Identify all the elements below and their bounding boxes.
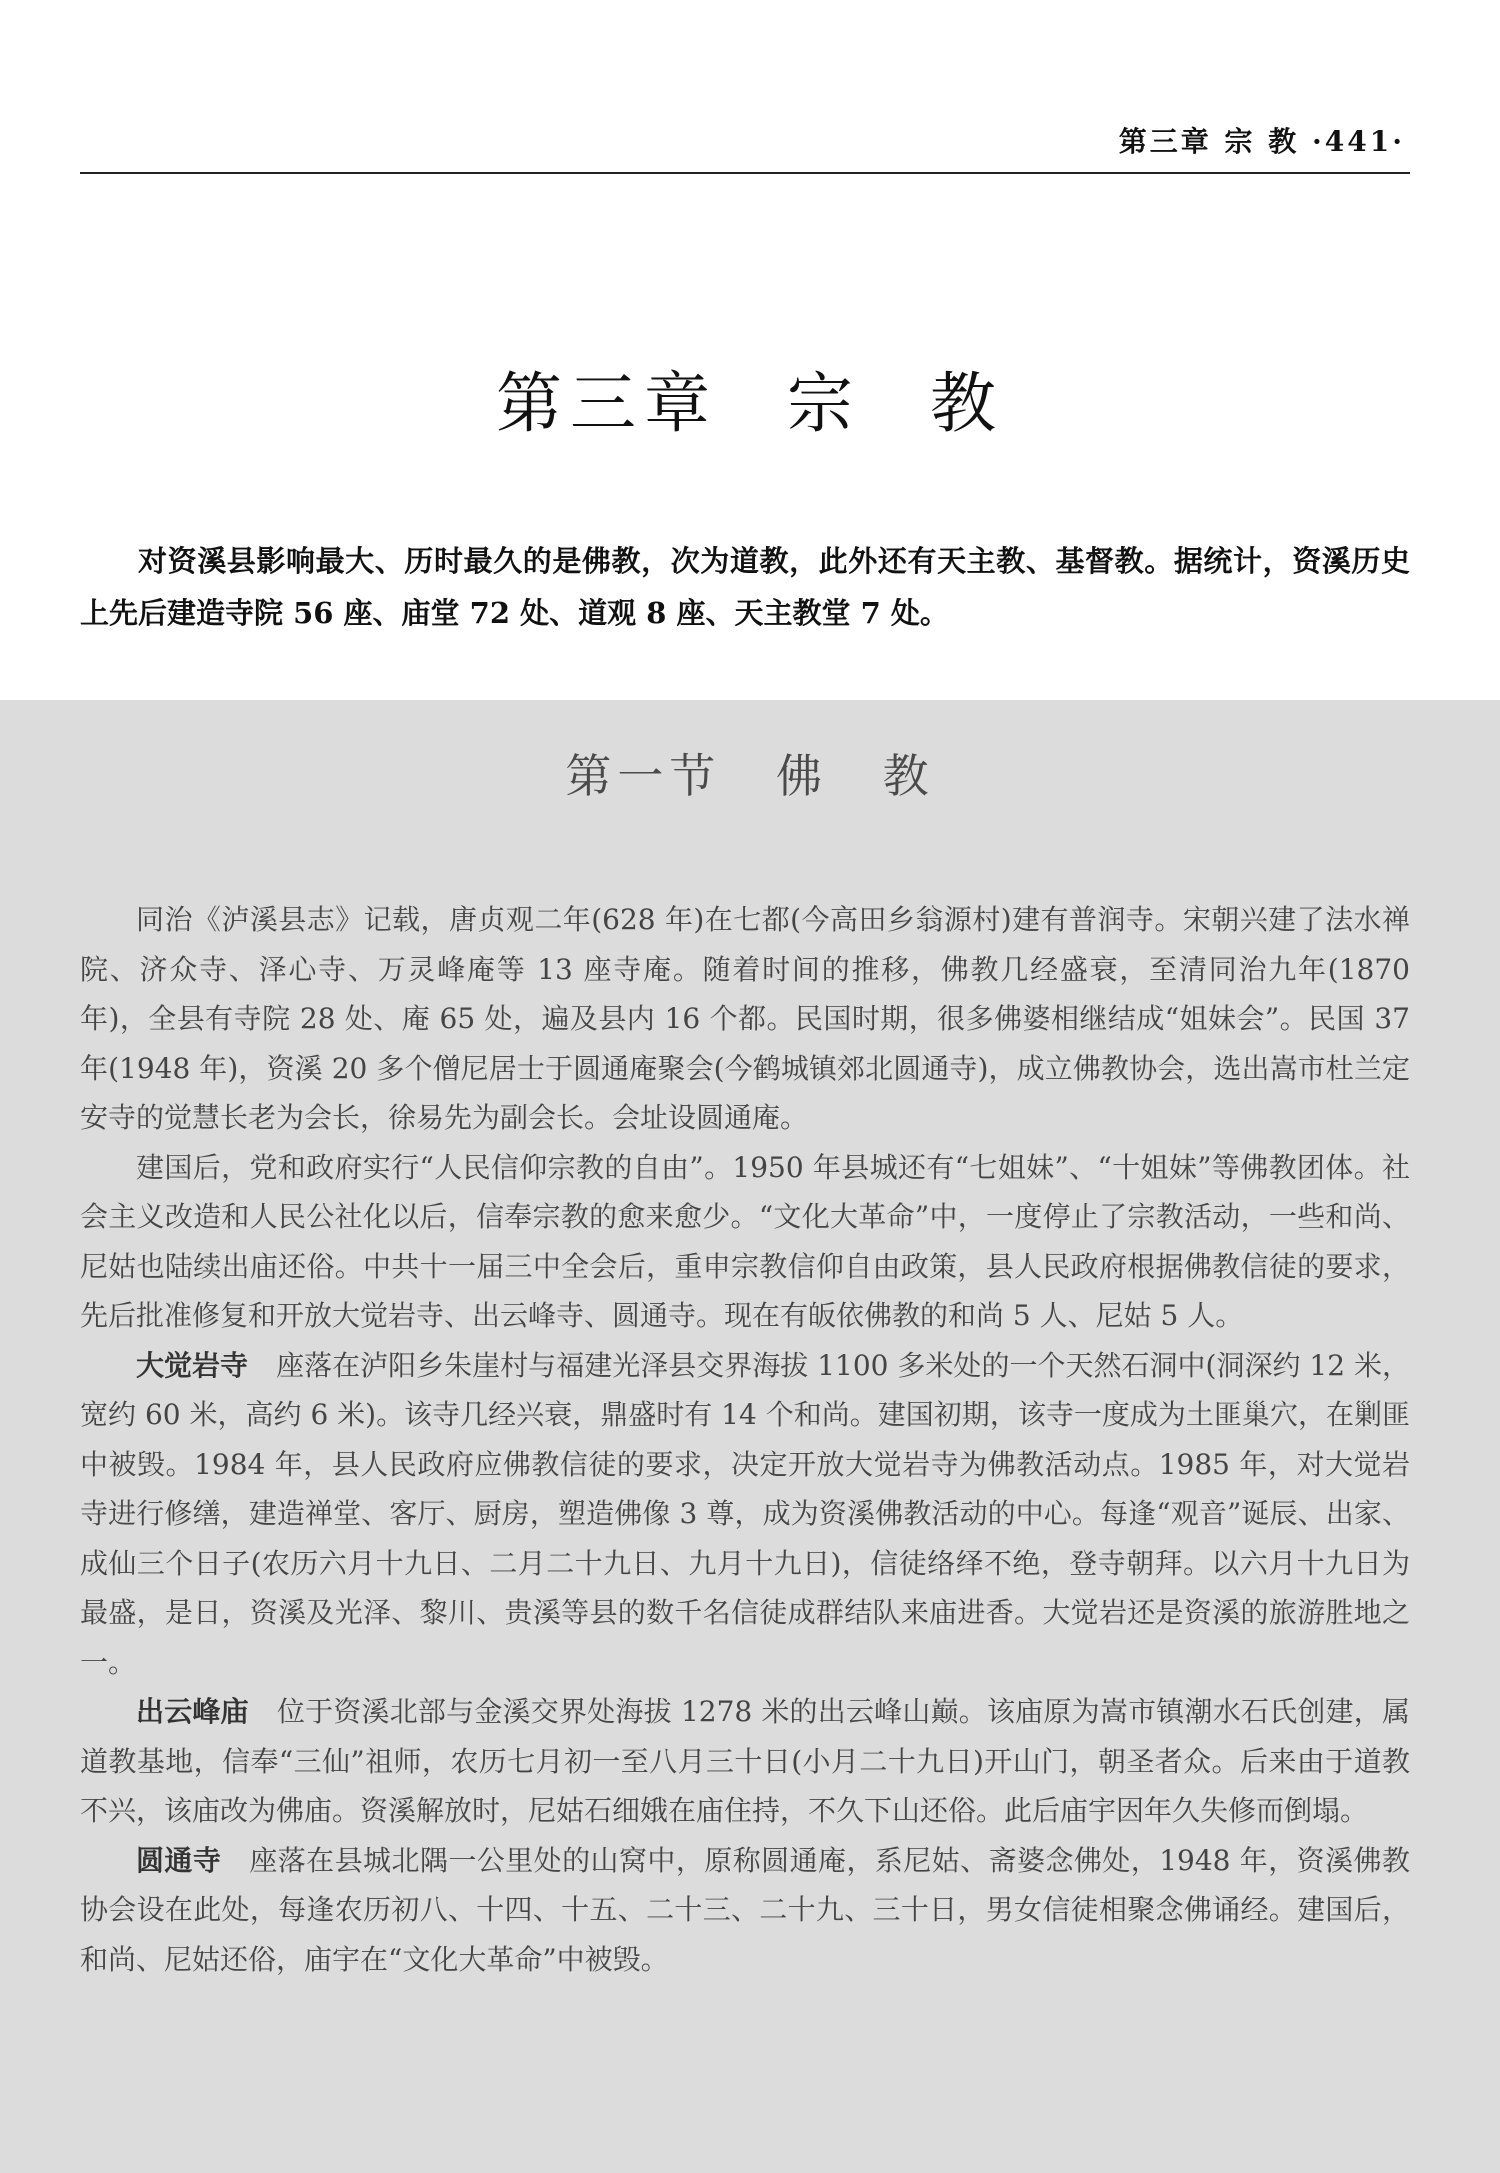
chapter-title: 第三章 宗 教: [496, 365, 1004, 442]
temple-description: 座落在县城北隅一公里处的山窝中，原称圆通庵，系尼姑、斋婆念佛处，1948 年，资溪佛教协会设在此处，每逢农历初八、十四、十五、二十三、二十九、三十日，男女信徒相聚念佛诵经。建国后，和尚、尼姑还俗，庙宇在“文化大革命”中被毁。: [80, 1843, 1410, 1976]
temple-name: 大觉岩寺: [136, 1348, 249, 1382]
temple-entry-dajueyan: [80, 1341, 1410, 1688]
running-header: 第三章 宗 教 ·441·: [1118, 125, 1405, 158]
section-body: [80, 895, 1410, 1984]
section-buddhism: [0, 700, 1500, 2173]
paragraph-post-liberation: 建国后，党和政府实行“人民信仰宗教的自由”。1950 年县城还有“七姐妹”、“十姐妹”等佛教团体。社会主义改造和人民公社化以后，信奉宗教的愈来愈少。“文化大革命”中，一度停止了宗教活动，一些和尚、尼姑也陆续出庙还俗。中共十一届三中全会后，重申宗教信仰自由政策，县人民政府根据佛教信徒的要求，先后批准修复和开放大觉岩寺、出云峰寺、圆通寺。现在有皈依佛教的和尚 5 人、尼姑 5 人。: [80, 1150, 1410, 1332]
temple-name: 圆通寺: [136, 1843, 222, 1877]
temple-entry-yuantong: [80, 1836, 1410, 1985]
temple-entry-chuyunfeng: [80, 1687, 1410, 1836]
section-title: 第一节 佛 教: [565, 749, 935, 803]
paragraph-history: 同治《泸溪县志》记载，唐贞观二年(628 年)在七都(今高田乡翁源村)建有普润寺。宋朝兴建了法水禅院、济众寺、泽心寺、万灵峰庵等 13 座寺庵。随着时间的推移，佛教几经盛衰，至清同治九年(1870 年)，全县有寺院 28 处、庵 65 处，遍及县内 16 个都。民国时期，很多佛婆相继结成“姐妹会”。民国 37 年(1948 年)，资溪 20 多个僧尼居士于圆通庵聚会(今鹤城镇郊北圆通寺)，成立佛教协会，选出嵩市杜兰定安寺的觉慧长老为会长，徐易先为副会长。会址设圆通庵。: [80, 903, 1410, 1134]
temple-name: 出云峰庙: [136, 1695, 249, 1728]
temple-description: 座落在泸阳乡朱崖村与福建光泽县交界海拔 1100 多米处的一个天然石洞中(洞深约 12 米，宽约 60 米，高约 6 米)。该寺几经兴衰，鼎盛时有 14 个和尚。建国初期，该寺一度成为土匪巢穴，在剿匪中被毁。1984 年，县人民政府应佛教信徒的要求，决定开放大觉岩寺为佛教活动点。1985 年，对大觉岩寺进行修缮，建造禅堂、客厅、厨房，塑造佛像 3 尊，成为资溪佛教活动的中心。每逢“观音”诞辰、出家、成仙三个日子(农历六月十九日、二月二十九日、九月十九日)，信徒络绎不绝，登寺朝拜。以六月十九日为最盛，是日，资溪及光泽、黎川、贵溪等县的数千名信徒成群结队来庙进香。大觉岩还是资溪的旅游胜地之一。: [80, 1348, 1410, 1679]
chapter-intro: 对资溪县影响最大、历时最久的是佛教，次为道教，此外还有天主教、基督教。据统计，资溪历史上先后建造寺院 56 座、庙堂 72 处、道观 8 座、天主教堂 7 处。: [80, 544, 1410, 630]
temple-description: 位于资溪北部与金溪交界处海拔 1278 米的出云峰山巅。该庙原为嵩市镇潮水石氏创建，属道教基地，信奉“三仙”祖师，农历七月初一至八月三十日(小月二十九日)开山门，朝圣者众。后来由于道教不兴，该庙改为佛庙。资溪解放时，尼姑石细娥在庙住持，不久下山还俗。此后庙宇因年久失修而倒塌。: [80, 1695, 1410, 1827]
header-rule: [80, 172, 1410, 174]
